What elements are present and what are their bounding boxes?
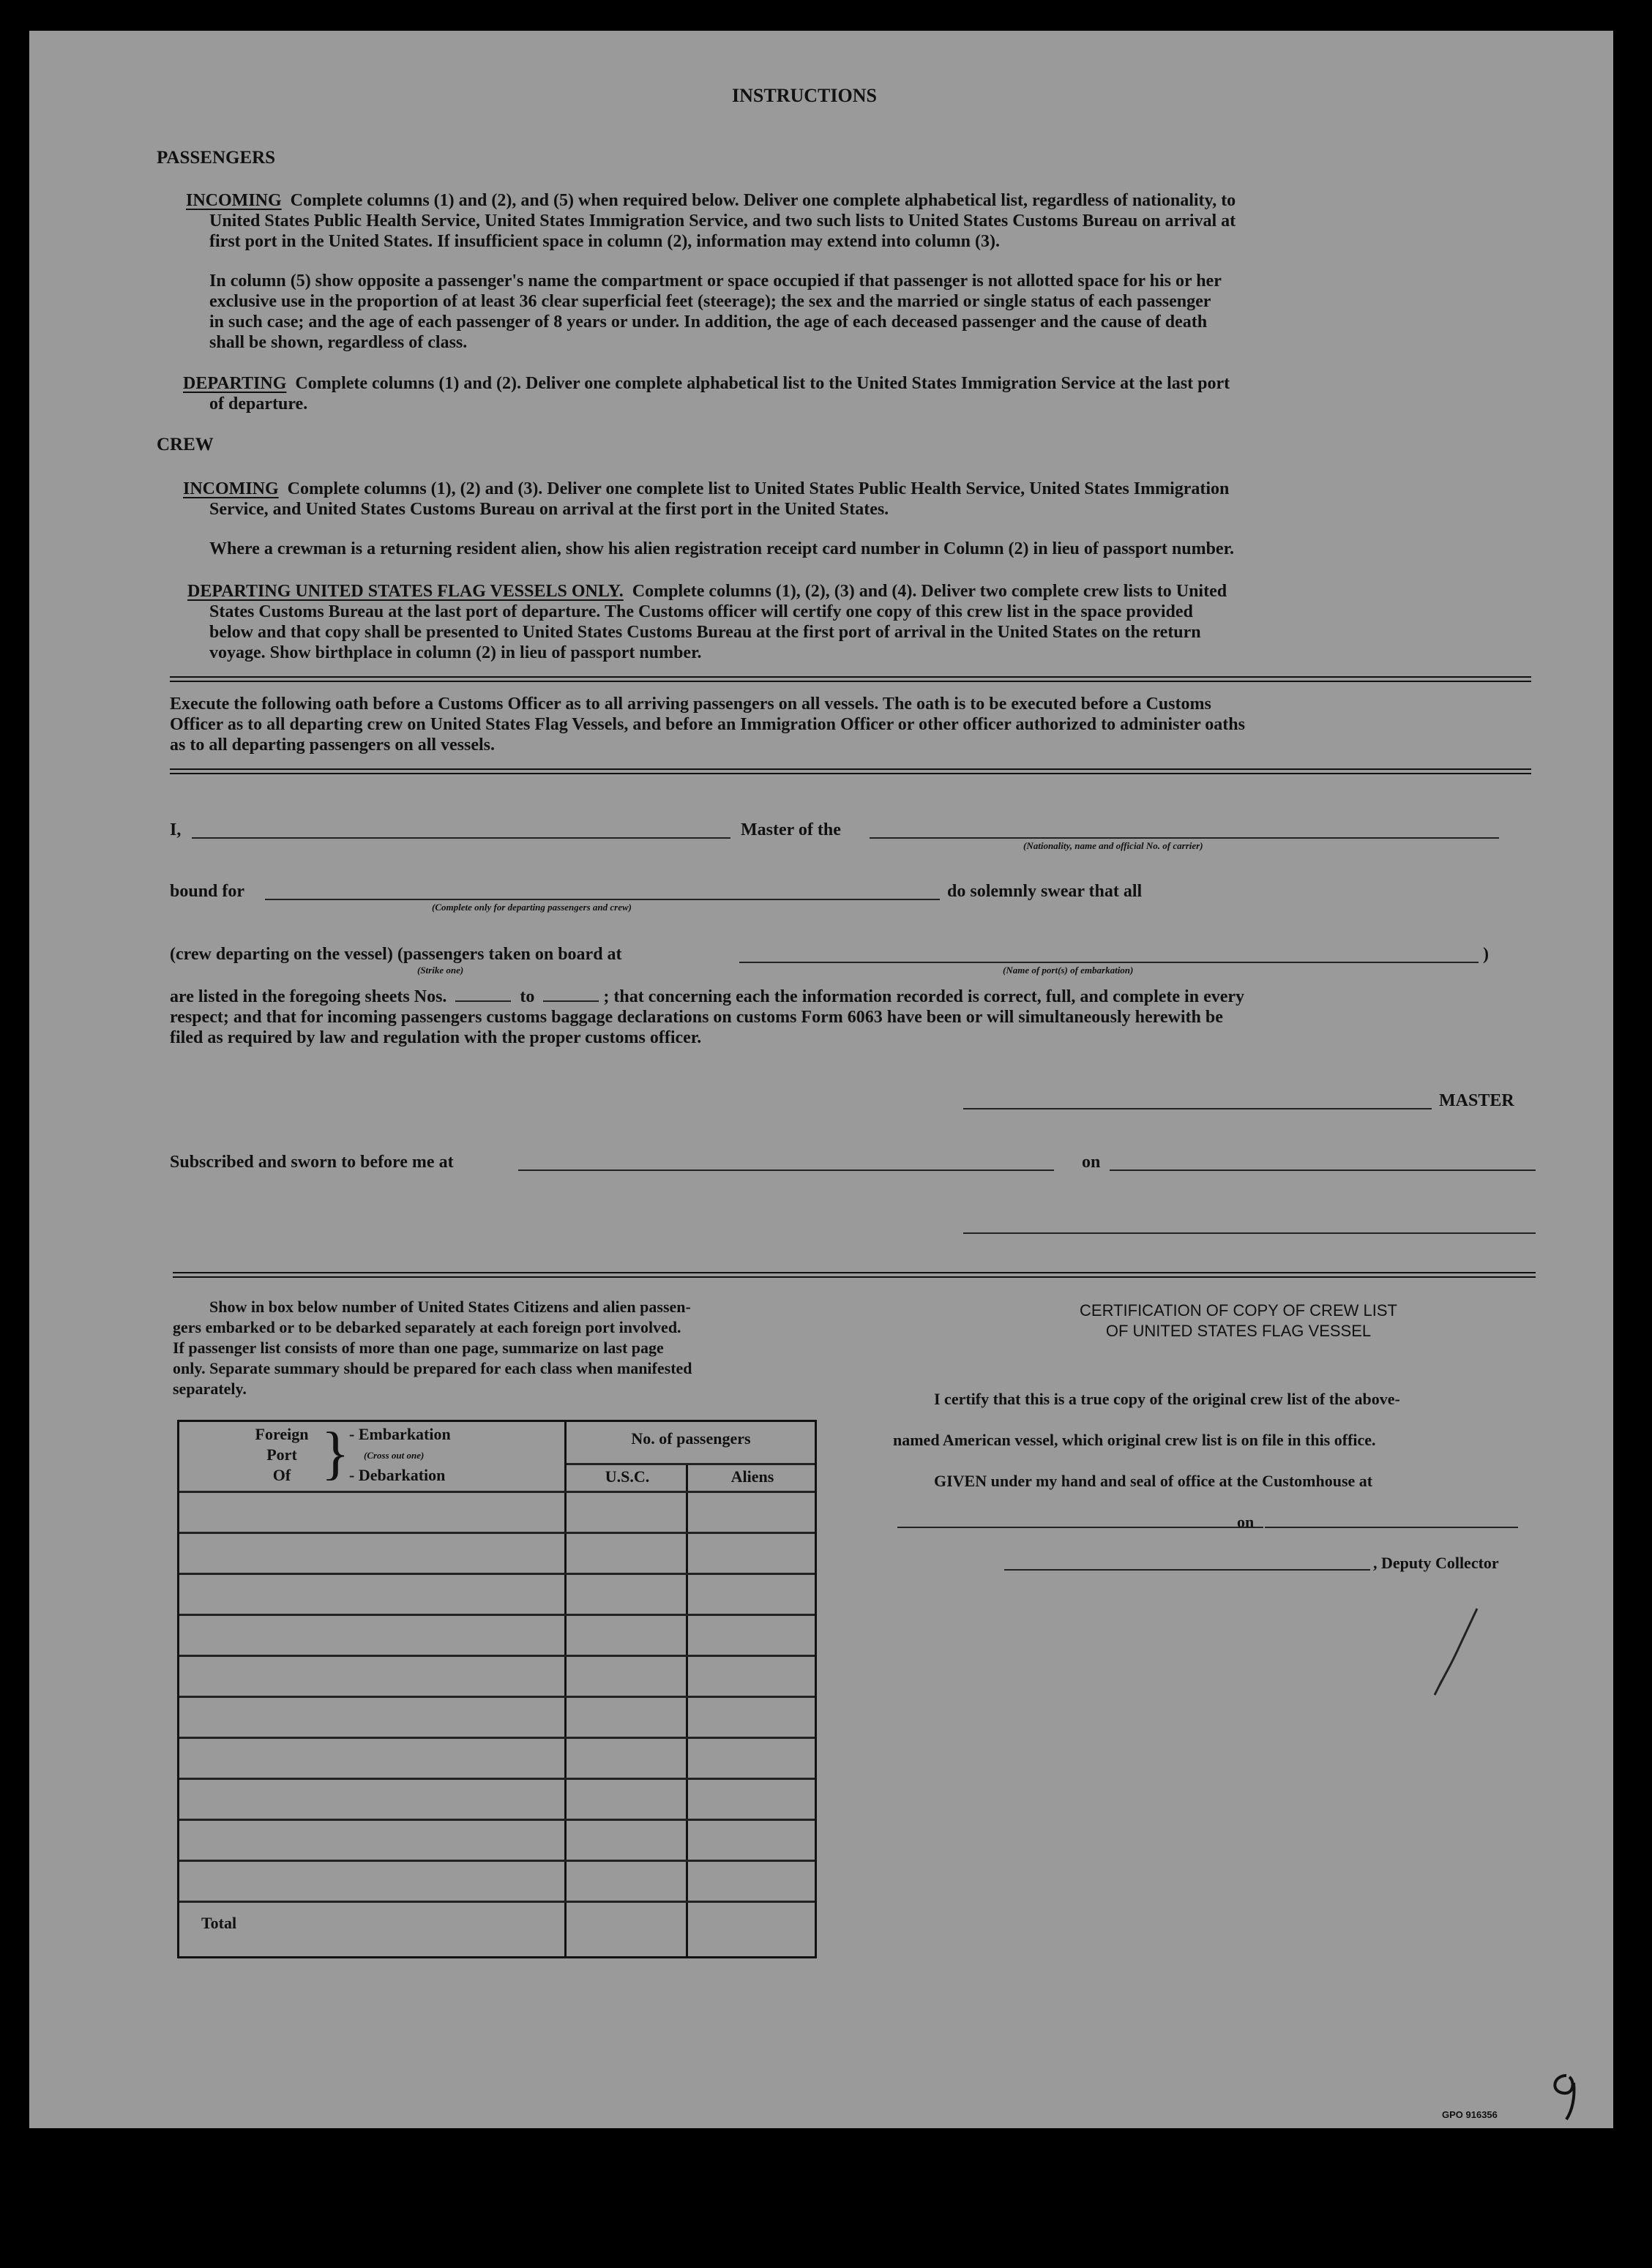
bound-for-caption: (Complete only for departing passengers and crew)	[432, 902, 632, 913]
table-row-line	[179, 1860, 815, 1862]
table-row-line	[179, 1696, 815, 1698]
crew-departing-line-2: States Customs Bureau at the last port of departure. The Customs officer will certify one copy of this crew list in the space provided	[209, 602, 1193, 621]
strike-caption: (Strike one)	[417, 965, 464, 976]
hdr-aliens: Aliens	[730, 1467, 774, 1486]
hdr-of: Of	[272, 1466, 291, 1484]
bound-for-field[interactable]	[265, 899, 940, 900]
oath-i-label: I,	[170, 820, 182, 839]
oath-intro-line-2: Officer as to all departing crew on United States Flag Vessels, and before an Immigration Officer or other officer authorized to administer oaths	[170, 715, 1245, 734]
sworn-date-field[interactable]	[1110, 1169, 1536, 1171]
column5-line-1: In column (5) show opposite a passenger's name the compartment or space occupied if that passenger is not allotted space for his or her	[209, 272, 1222, 291]
column5-line-3: in such case; and the age of each passenger of 8 years or under. In addition, the age of each deceased passenger and the cause of death	[209, 312, 1208, 332]
table-row-line	[179, 1778, 815, 1780]
passengers-incoming-line-2: United States Public Health Service, United States Immigration Service, and two such lists to United States Customs Bureau on arrival at	[209, 212, 1236, 231]
pen-mark	[1413, 1604, 1500, 1707]
divider-top-2	[170, 681, 1531, 682]
hdr-port: Port	[266, 1445, 297, 1464]
listed-text-a: are listed in the foregoing sheets Nos.	[170, 987, 447, 1006]
certification-line-3: GIVEN under my hand and seal of office at the Customhouse at	[934, 1472, 1373, 1490]
close-paren: )	[1483, 945, 1489, 964]
passengers-departing-label: DEPARTING	[183, 374, 287, 393]
hdr-debarkation: - Debarkation	[349, 1466, 446, 1484]
divider-bottom-2	[173, 1276, 1536, 1278]
table-subheader-line	[567, 1463, 815, 1465]
officer-signature-field[interactable]	[963, 1232, 1536, 1234]
instructions-title: INSTRUCTIONS	[732, 85, 877, 106]
crew-incoming-line-2: Service, and United States Customs Bureau on arrival at the first port in the United States.	[209, 500, 889, 519]
deputy-signature-field[interactable]	[1004, 1569, 1370, 1571]
passengers-heading: PASSENGERS	[157, 148, 276, 168]
customhouse-field[interactable]	[897, 1527, 1263, 1528]
hdr-no-passengers: No. of passengers	[631, 1429, 751, 1448]
page-mark-9	[1544, 2071, 1596, 2122]
table-row-line	[179, 1901, 815, 1903]
crew-departing-text-1: Complete columns (1), (2), (3) and (4). Deliver two complete crew lists to United	[632, 582, 1227, 601]
table-total-label: Total	[201, 1914, 237, 1932]
listed-text-b: ; that concerning each the information recorded is correct, full, and complete in every	[603, 987, 1245, 1006]
deputy-collector-label: , Deputy Collector	[1373, 1554, 1499, 1572]
passengers-incoming-line-3: first port in the United States. If insufficient space in column (2), information may extend into column (3).	[209, 232, 1000, 251]
column5-line-4: shall be shown, regardless of class.	[209, 333, 468, 352]
ports-field[interactable]	[739, 962, 1479, 963]
summary-table	[177, 1420, 817, 1958]
sworn-on-label: on	[1082, 1153, 1101, 1172]
divider-oath-2	[170, 773, 1531, 774]
crew-heading: CREW	[157, 435, 214, 454]
sworn-place-field[interactable]	[518, 1169, 1054, 1171]
listed-line-2: respect; and that for incoming passengers customs baggage declarations on customs Form 6063 have been or will simultaneously herewith be	[170, 1008, 1223, 1027]
bound-for-label: bound for	[170, 882, 245, 901]
listed-line-1	[170, 987, 1244, 1007]
strike-line-text: (crew departing on the vessel) (passengers taken on board at	[170, 945, 622, 964]
crew-incoming-label: INCOMING	[183, 479, 279, 498]
swear-text: do solemnly swear that all	[947, 882, 1143, 901]
table-row-line	[179, 1737, 815, 1739]
carrier-field[interactable]	[870, 837, 1499, 839]
hdr-brace: }	[321, 1421, 350, 1486]
table-row-line	[179, 1532, 815, 1534]
table-divider-usc	[686, 1463, 688, 1956]
hdr-cross-out: (Cross out one)	[364, 1450, 425, 1461]
column5-line-2: exclusive use in the proportion of at least 36 clear superficial feet (steerage); the sex and the married or single status of each passenger	[209, 292, 1211, 311]
crew-incoming-text-1: Complete columns (1), (2) and (3). Deliver one complete list to United States Public Health Service, United States Immigration	[287, 479, 1230, 498]
table-row-line	[179, 1614, 815, 1616]
passengers-departing-line-2: of departure.	[209, 394, 308, 413]
certification-on-label: on	[1237, 1513, 1255, 1531]
carrier-caption: (Nationality, name and official No. of carrier)	[1023, 840, 1203, 851]
divider-bottom	[173, 1272, 1536, 1273]
hdr-foreign: Foreign	[255, 1425, 309, 1443]
table-header-line	[179, 1491, 815, 1493]
crew-alien-line: Where a crewman is a returning resident alien, show his alien registration receipt card number in Column (2) in lieu of passport number.	[209, 539, 1235, 558]
certification-title-2: OF UNITED STATES FLAG VESSEL	[1105, 1322, 1372, 1340]
crew-departing-line-4: voyage. Show birthplace in column (2) in lieu of passport number.	[209, 643, 702, 662]
listed-to: to	[520, 987, 535, 1006]
subscribed-label: Subscribed and sworn to before me at	[170, 1153, 454, 1172]
master-label: MASTER	[1439, 1091, 1514, 1110]
oath-intro-line-3: as to all departing passengers on all vessels.	[170, 736, 496, 755]
summary-line-5: separately.	[173, 1380, 247, 1398]
crew-incoming-line-1	[183, 479, 1229, 499]
passengers-departing-text-1: Complete columns (1) and (2). Deliver one complete alphabetical list to the United States Immigration Service at the last port	[295, 374, 1230, 393]
summary-line-1: Show in box below number of United States Citizens and alien passen-	[209, 1298, 691, 1316]
divider-top	[170, 676, 1531, 678]
hdr-usc: U.S.C.	[605, 1467, 650, 1486]
master-of-label: Master of the	[741, 820, 841, 839]
passengers-departing-line-1	[183, 373, 1230, 394]
certification-line-1: I certify that this is a true copy of the original crew list of the above-	[934, 1390, 1400, 1408]
summary-line-2: gers embarked or to be debarked separately at each foreign port involved.	[173, 1318, 681, 1336]
form-page	[29, 31, 1613, 2128]
listed-line-3: filed as required by law and regulation with the proper customs officer.	[170, 1028, 702, 1047]
crew-departing-label: DEPARTING UNITED STATES FLAG VESSELS ONLY.	[187, 582, 624, 601]
hdr-embarkation: - Embarkation	[349, 1425, 451, 1443]
table-row-line	[179, 1655, 815, 1657]
sheet-from-field[interactable]	[455, 1000, 511, 1002]
crew-departing-line-1	[187, 581, 1227, 602]
certification-date-field[interactable]	[1265, 1527, 1518, 1528]
master-signature-field[interactable]	[963, 1108, 1432, 1109]
crew-departing-line-3: below and that copy shall be presented to United States Customs Bureau at the first port of arrival in the United States on the return	[209, 623, 1201, 642]
summary-line-3: If passenger list consists of more than one page, summarize on last page	[173, 1339, 664, 1357]
passengers-incoming-line-1	[186, 190, 1236, 211]
table-row-line	[179, 1819, 815, 1821]
table-divider-port	[564, 1422, 567, 1956]
certification-title-1: CERTIFICATION OF COPY OF CREW LIST	[1080, 1301, 1397, 1320]
passengers-incoming-label: INCOMING	[186, 191, 282, 210]
passengers-incoming-text-1: Complete columns (1) and (2), and (5) when required below. Deliver one complete alphabetical list, regardless of nationality, to	[290, 191, 1236, 210]
oath-intro-line-1: Execute the following oath before a Customs Officer as to all arriving passengers on all vessels. The oath is to be executed before a Customs	[170, 695, 1211, 714]
summary-line-4: only. Separate summary should be prepared for each class when manifested	[173, 1359, 692, 1377]
ports-caption: (Name of port(s) of embarkation)	[1003, 965, 1134, 976]
table-row-line	[179, 1573, 815, 1575]
sheet-to-field[interactable]	[543, 1000, 599, 1002]
gpo-number: GPO 916356	[1442, 2109, 1498, 2120]
certification-line-2: named American vessel, which original crew list is on file in this office.	[893, 1431, 1376, 1449]
master-name-field[interactable]	[192, 837, 730, 839]
divider-oath	[170, 768, 1531, 770]
